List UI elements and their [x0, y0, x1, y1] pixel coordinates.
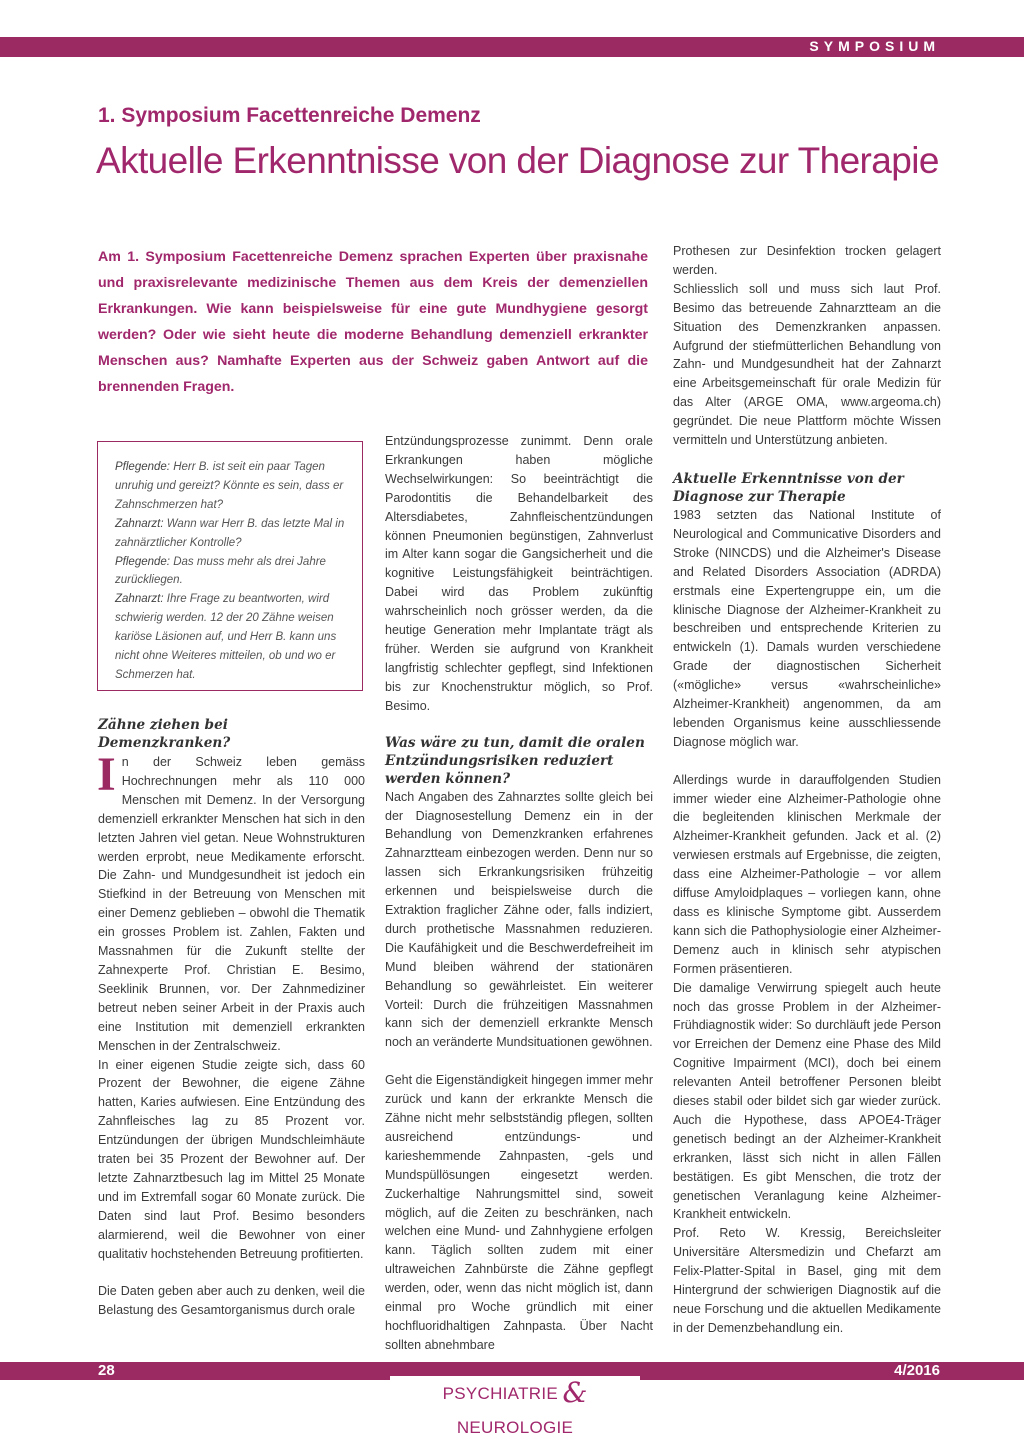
dialogue-line — [115, 458, 349, 515]
body-paragraph — [97, 748, 365, 1056]
section-heading-findings: Aktuelle Erkenntnisse von der Diagnose zur Therapie — [673, 470, 904, 505]
body-paragraph: Die Daten geben aber auch zu denken, weil die Belastung des Gesamtorganismus durch orale — [98, 1284, 365, 1318]
column-2 — [385, 432, 653, 1355]
drop-cap: I — [97, 748, 116, 801]
journal-ampersand: & — [562, 1376, 588, 1409]
body-paragraph: Prof. Reto W. Kressig, Bereichsleiter Universitäre Altersmedizin und Chefarzt am Felix-Platter-Spital in Basel, ging mit dem Hintergrund der schwierigen Diagnostik auf die neue Forschung und die aktuellen Medikamente in der Demenzbehandlung ein. — [673, 1226, 941, 1335]
column-1 — [98, 716, 365, 1320]
dialogue-speaker: Zahnarzt: — [115, 517, 164, 530]
section-bar — [0, 37, 1024, 57]
paragraph-gap — [98, 1263, 365, 1282]
paragraph-gap — [385, 1052, 653, 1071]
body-text: n der Schweiz leben gemäss Hochrechnungen mehr als 110 000 Menschen mit Demenz. In der Versorgung demenziell erkrankter Menschen hat sich in den letzten Jahren viel getan. Neue Wohnstrukturen werden erprobt, neue Medikamente erforscht. Die Zahn- und Mundgesundheit ist jedoch ein Stiefkind in der Betreuung von Menschen mit einer Demenz geblieben – obwohl die Thematik ein grosses Problem ist. Zahlen, Fakten und Massnahmen für die Zukunft stellte der Zahnexperte Prof. Christian E. Besimo, Seeklinik Brunnen, vor. Der Zahnmediziner betreut neben seiner Arbeit in der Praxis auch eine Institution mit demenziell erkrankten Menschen in der Zentralschweiz. — [98, 755, 365, 1053]
dialogue-line — [115, 553, 349, 591]
column-3 — [673, 242, 941, 1338]
page-number: 28 — [98, 1362, 115, 1379]
body-paragraph: Die damalige Verwirrung spiegelt auch heute noch das grosse Problem in der Alzheimer-Frühdiagnostik wider: So durchläuft jede Person vor Erreichen der Demenz eine Phase des Mild Cognitive Impairment (MCI), doch bei einem relevanten Anteil betroffener Personen bleibt dieses stabil oder bildet sich gar wieder zurück. Auch die Hypothese, dass APOE4-Träger genetisch bedingt an der Alzheimer-Krankheit erkranken, lässt sich nicht in allen Fällen bestätigen. Es gibt Menschen, die trotz der genetischen Veranlagung keine Alzheimer-Krankheit entwickeln. — [673, 980, 941, 1222]
body-paragraph: Entzündungsprozesse zunimmt. Denn orale Erkrankungen haben mögliche Wechselwirkungen: So beeinträchtigt die Parodontitis die Behandelbarkeit des Altersdiabetes, Zahnfleischentzündungen können Pneumonien begünstigen, Zahnverlust im Alter kann sogar die Gangsicherheit und die kognitive Leistungsfähigkeit beinträchtigen. Dabei wird das Problem zukünftig wahrscheinlich noch grösser werden, da die heutige Generation mehr Implantate trägt als früher. Werden sie aufgrund von Krankheit langfristig schlechter gepflegt, sind Infektionen bis zur Knochenstruktur möglich, so Prof. Besimo. — [385, 434, 653, 713]
section-heading-oral-risks: Was wäre zu tun, damit die oralen Entzündungsrisiken reduziert werden können? — [385, 734, 645, 787]
issue-number: 4/2016 — [894, 1362, 940, 1379]
dialogue-speaker: Zahnarzt: — [115, 593, 164, 606]
body-paragraph: Schliesslich soll und muss sich laut Prof. Besimo das betreuende Zahnarztteam an die Situation des Demenzkranken anpassen. Aufgrund der stiefmütterlichen Behandlung von Zahn- und Mundgesundheit hat der Zahnarzt eine Arbeitsgemeinschaft für orale Medizin für das Alter (ARGE OMA, www.argeoma.ch) gegründet. Die neue Plattform möchte Wissen vermitteln und Unterstützung anbieten. — [673, 281, 941, 448]
journal-name-left: PSYCHIATRIE — [442, 1384, 558, 1403]
article-lead: Am 1. Symposium Facettenreiche Demenz sprachen Experten über praxisnahe und praxisrelevante medizinische Themen aus dem Kreis der demenziellen Erkrankungen. Wie kann beispielsweise für eine gute Mundhygiene gesorgt werden? Oder wie sieht heute die moderne Behandlung demenziell erkrankter Menschen aus? Namhafte Experten aus der Schweiz gaben Antwort auf die brennenden Fragen. — [98, 249, 648, 395]
journal-name-right: NEUROLOGIE — [456, 1418, 574, 1437]
article-kicker: 1. Symposium Facettenreiche Demenz — [98, 104, 481, 127]
paragraph-gap — [673, 752, 941, 771]
dialogue-speaker: Pflegende: — [115, 555, 170, 568]
dialogue-line — [115, 515, 349, 553]
dialogue-utterance: Ihre Frage zu beantworten, wird schwierig werden. 12 der 20 Zähne weisen kariöse Läsionen auf, und Herr B. kann uns nicht ohne Weiteres mitteilen, ob und wo er Schmerzen hat. — [115, 593, 337, 681]
dialogue-utterance: Herr B. ist seit ein paar Tagen unruhig und gereizt? Könnte es sein, dass er Zahnschmerzen hat? — [115, 461, 344, 511]
dialogue-line — [115, 590, 349, 685]
body-paragraph: Geht die Eigenständigkeit hingegen immer mehr zurück und kann der erkrankte Mensch die Zähne nicht mehr selbstständig pflegen, sollten ausreichend entzündungs- und karieshemmende Zahnpasten, -gels und Mundspüllösungen eingesetzt werden. Zuckerhaltige Nahrungsmittel sind, soweit möglich, auf die Zeiten zu beschränken, nach welchen eine Mund- und Zahnhygiene erfolgen kann. Täglich sollten zudem mit einer ultraweichen Zahnbürste die Zähne gepflegt werden, oder, wenn das nicht möglich ist, dann einmal pro Woche gründlich mit einer hochfluoridhaltigen Zahnpasta. Über Nacht sollten abnehmbare — [385, 1073, 653, 1352]
section-label: SYMPOSIUM — [809, 38, 940, 54]
dialogue-speaker: Pflegende: — [115, 461, 170, 473]
journal-logo — [390, 1376, 640, 1437]
dialogue-utterance: Das muss mehr als drei Jahre zurückliegen. — [115, 555, 326, 587]
body-paragraph: Nach Angaben des Zahnarztes sollte gleich bei der Diagnosestellung Demenz ein in der Behandlung von Demenzkranken erfahrenes Zahnarztteam einbezogen werden. Denn nur so lassen sich Erkrankungsrisiken frühzeitig erkennen und beispielsweise durch die Extraktion fraglicher Zähne oder, falls indiziert, durch prothetische Massnahmen reduzieren. Die Kaufähigkeit und die Beschwerdefreiheit im Mund bleiben während der stationären Behandlung so gewährleistet. Ein weiterer Vorteil: Durch die frühzeitigen Massnahmen kann sich der demenziell erkrankte Mensch noch an veränderte Mundsituationen gewöhnen. — [385, 789, 653, 1050]
dialogue-text — [115, 458, 349, 685]
article-title: Aktuelle Erkenntnisse von der Diagnose zur Therapie — [96, 140, 939, 181]
body-paragraph: Prothesen zur Desinfektion trocken gelagert werden. — [673, 244, 941, 277]
dialogue-utterance: Wann war Herr B. das letzte Mal in zahnärztlicher Kontrolle? — [115, 517, 345, 549]
body-paragraph: In einer eigenen Studie zeigte sich, dass 60 Prozent der Bewohner, die eigene Zähne hatten, Karies aufwiesen. Eine Entzündung des Zahnfleisches lag zu 85 Prozent vor. Entzündungen der übrigen Mundschleimhäute traten bei 35 Prozent der Bewohner auf. Der letzte Zahnarztbesuch lag im Mittel 25 Monate und im Extremfall sogar 60 Monate zurück. Die Daten sind laut Prof. Besimo besonders alarmierend, weil die Bewohner von einer qualitativ hochstehenden Betreuung profitierten. — [98, 1057, 365, 1261]
body-paragraph: 1983 setzten das National Institute of Neurological and Communicative Disorders and Stroke (NINCDS) und die Alzheimer's Disease and Related Disorders Association (ADRDA) erstmals eine Expertengruppe ein, um die klinische Diagnose der Alzheimer-Krankheit zu beschreiben und entsprechende Kriterien zu entwickeln (1). Damals wurden verschiedene Grade der diagnostischen Sicherheit («mögliche» versus «wahrscheinliche» Alzheimer-Krankheit) angenommen, da am lebenden Organismus keine ausschliessende Diagnose möglich war. — [673, 507, 941, 749]
dialogue-box — [97, 441, 363, 691]
section-heading-teeth: Zähne ziehen bei Demenzkranken? — [98, 717, 231, 751]
body-paragraph: Allerdings wurde in darauffolgenden Studien immer wieder eine Alzheimer-Pathologie ohne die begleitenden klinischen Merkmale der Alzheimer-Krankheit gefunden. Jack et al. (2) verwiesen erstmals auf Ergebnisse, die zeigten, dass eine Alzheimer-Pathologie – vor allem diffuse Amyloidplaques – vorliegen kann, ohne dass es klinische Symptome gibt. Ausserdem kann sich die Pathophysiologie einer Alzheimer-Demenz auch in klinisch sehr atypischen Formen präsentieren. — [673, 772, 941, 976]
